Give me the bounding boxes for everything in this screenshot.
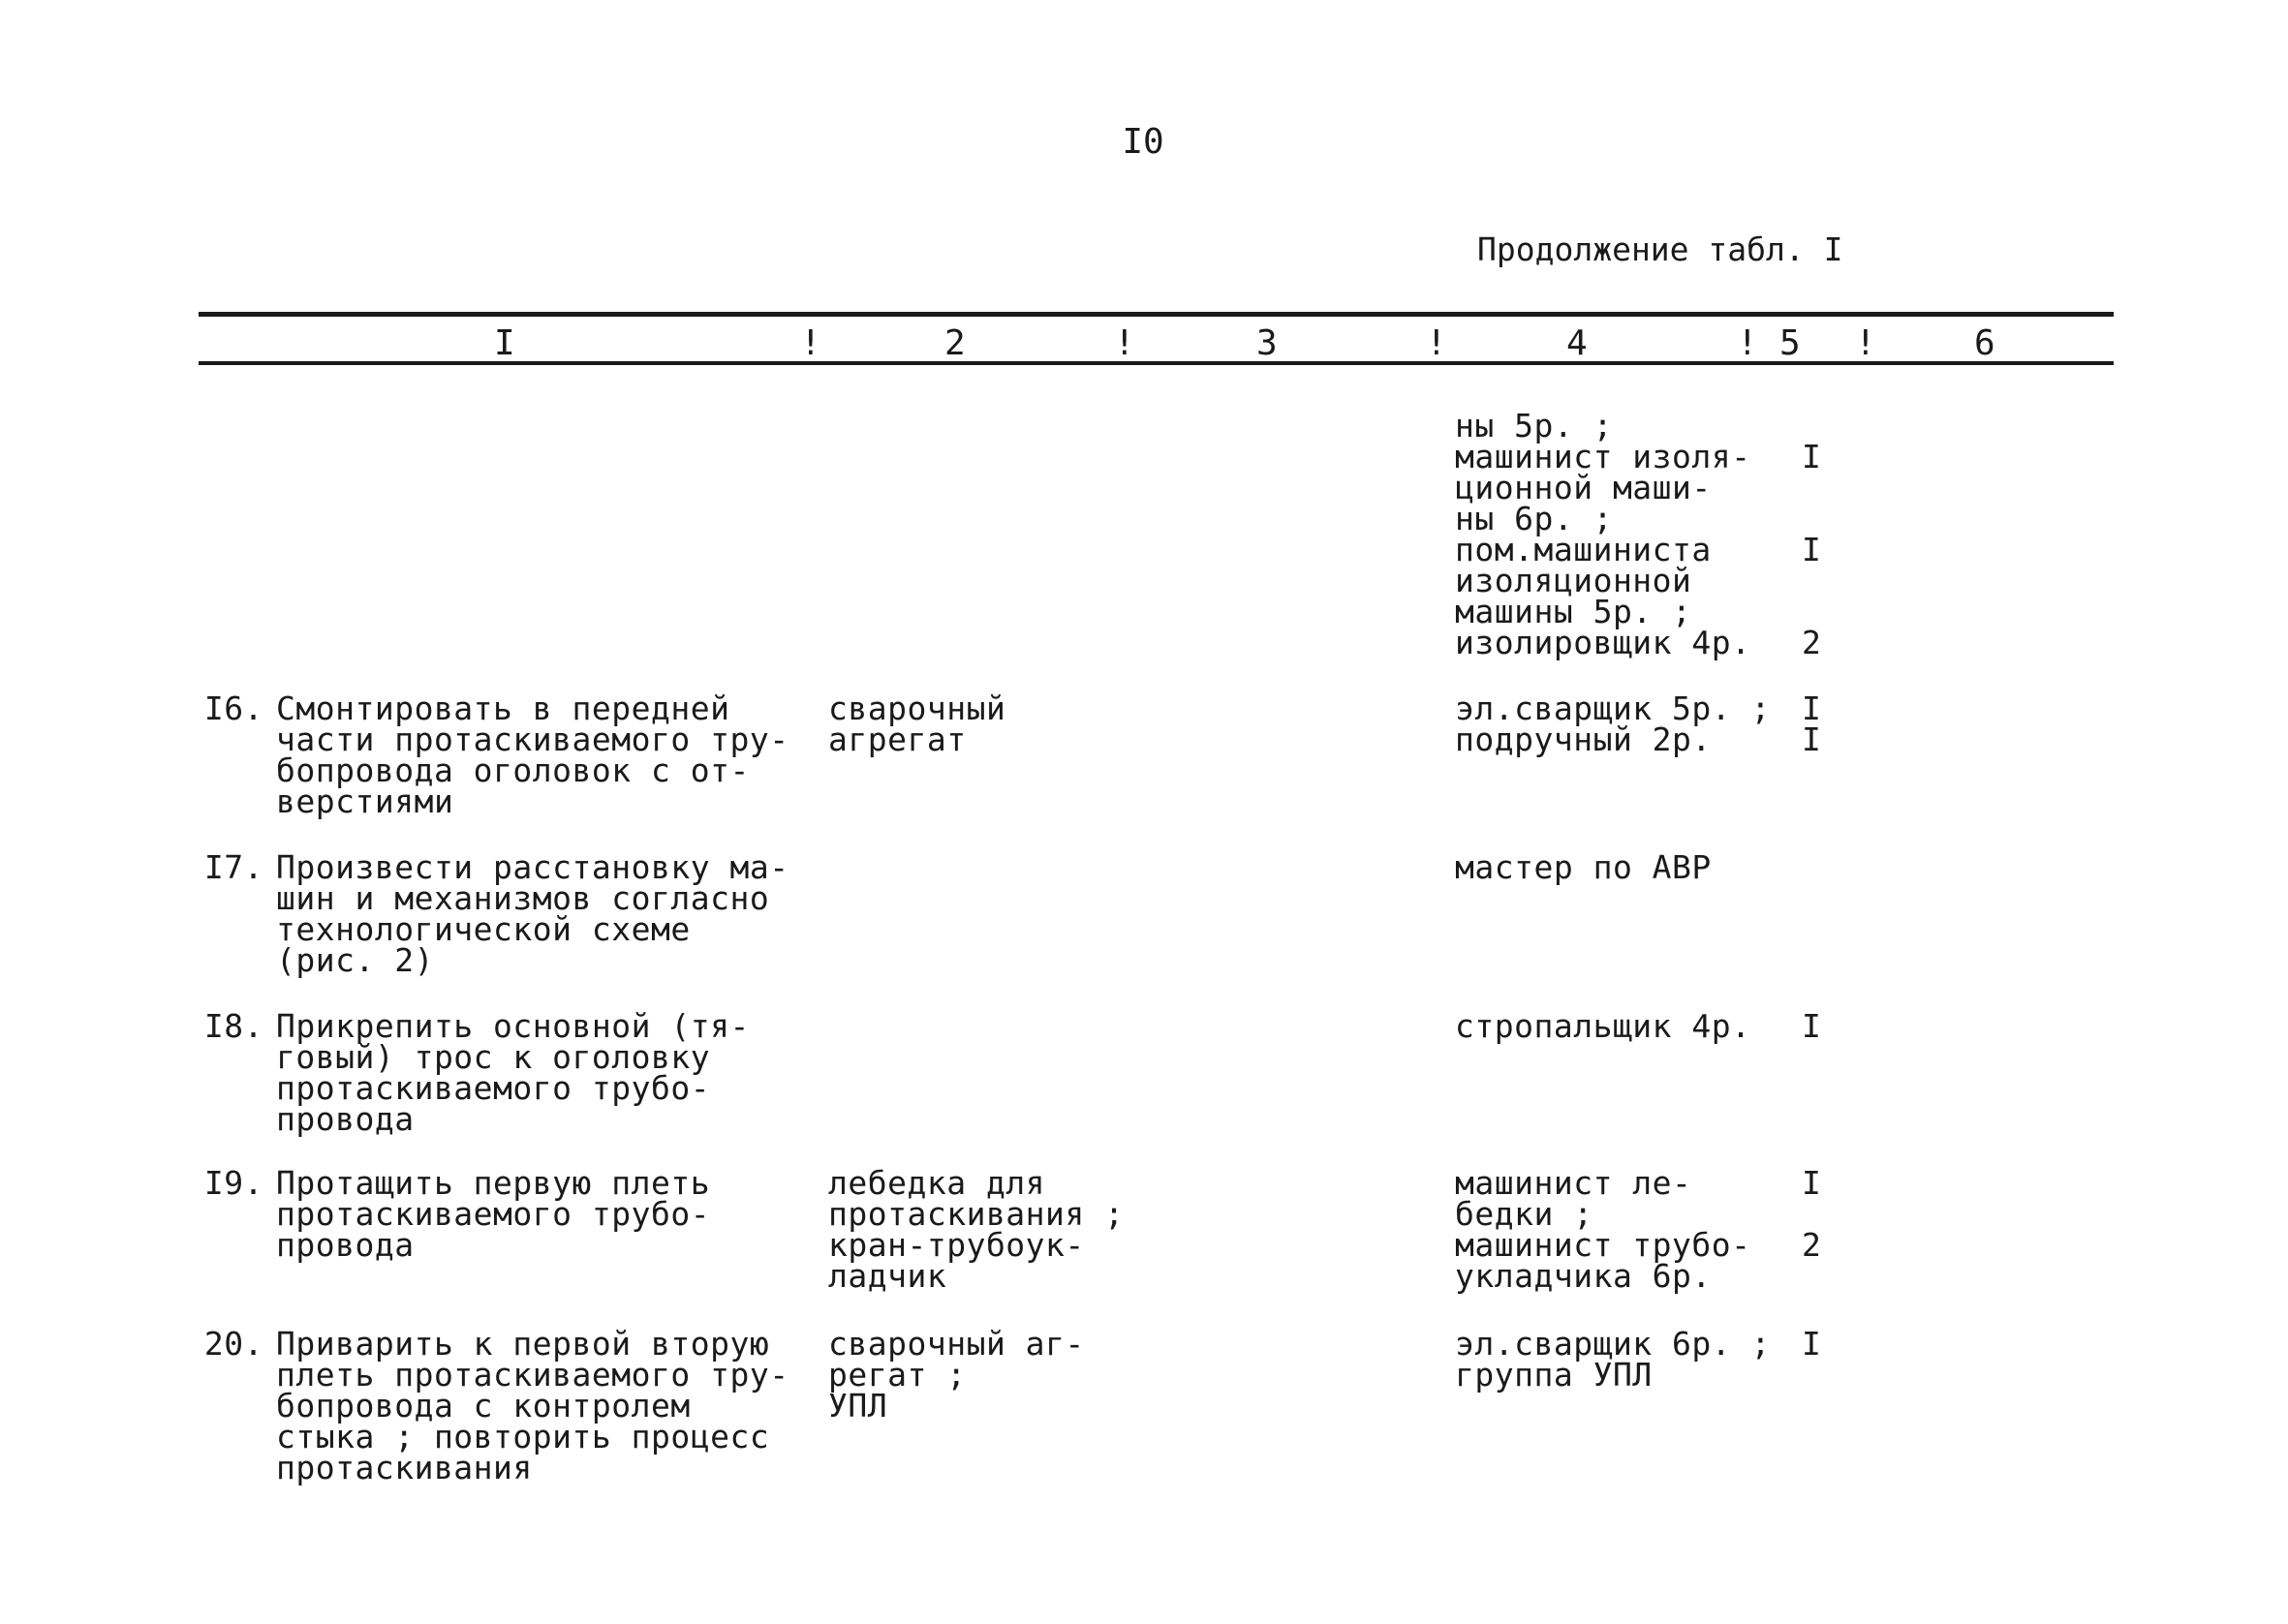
row-operation: Приварить к первой вторую плеть протаскиваемого тру- бопровода с контролем стыка ; повторить процесс протаскивания bbox=[276, 1325, 789, 1486]
row-worker-count: I I 2 bbox=[1802, 438, 1822, 661]
col-header-6: 6 bbox=[1974, 323, 1995, 363]
col-header-1: I bbox=[494, 323, 515, 363]
row-workers: стропальщик 4р. bbox=[1455, 1007, 1751, 1045]
row-worker-count: I bbox=[1802, 1007, 1822, 1045]
row-number: I7. bbox=[203, 848, 263, 886]
col-header-3: 3 bbox=[1256, 323, 1278, 363]
row-workers: эл.сварщик 6р. ; группа УПЛ bbox=[1455, 1325, 1771, 1394]
col-separator: ! bbox=[1114, 323, 1135, 363]
row-worker-count: I 2 bbox=[1802, 1164, 1822, 1264]
col-separator: ! bbox=[1426, 323, 1447, 363]
col-header-5: 5 bbox=[1779, 323, 1801, 363]
row-number: 20. bbox=[203, 1325, 263, 1363]
col-separator: ! bbox=[1855, 323, 1876, 363]
row-operation: Смонтировать в передней части протаскиваемого тру- бопровода оголовок с от- верстиями bbox=[276, 689, 789, 820]
row-equipment: сварочный агрегат bbox=[828, 689, 1006, 758]
col-separator: ! bbox=[800, 323, 821, 363]
row-number: I8. bbox=[203, 1007, 263, 1045]
table-header-rule bbox=[199, 361, 2114, 365]
col-separator: ! bbox=[1737, 323, 1758, 363]
row-workers: ны 5р. ; машинист изоля- ционной маши- ны 6р. ; пом.машиниста изоляционной машины 5р. ; изолировщик 4р. bbox=[1455, 407, 1751, 661]
col-header-2: 2 bbox=[944, 323, 966, 363]
row-number: I9. bbox=[203, 1164, 263, 1202]
row-operation: Прикрепить основной (тя- говый) трос к оголовку протаскиваемого трубо- провода bbox=[276, 1007, 750, 1138]
page-number: I0 bbox=[1122, 122, 1164, 162]
row-operation: Протащить первую плеть протаскиваемого трубо- провода bbox=[276, 1164, 711, 1264]
row-equipment: сварочный аг- регат ; УПЛ bbox=[828, 1325, 1085, 1425]
row-workers: эл.сварщик 5р. ; подручный 2р. bbox=[1455, 689, 1771, 758]
row-worker-count: I I bbox=[1802, 689, 1822, 758]
continuation-label: Продолжение табл. I bbox=[1477, 230, 1843, 268]
row-equipment: лебедка для протаскивания ; кран-трубоук- ладчик bbox=[828, 1164, 1125, 1295]
row-operation: Произвести расстановку ма- шин и механизмов согласно технологической схеме (рис. 2) bbox=[276, 848, 789, 979]
row-workers: машинист ле- бедки ; машинист трубо- укладчика 6р. bbox=[1455, 1164, 1751, 1295]
table-top-rule bbox=[199, 312, 2114, 317]
col-header-4: 4 bbox=[1566, 323, 1588, 363]
row-worker-count: I bbox=[1802, 1325, 1822, 1363]
row-number: I6. bbox=[203, 689, 263, 727]
row-workers: мастер по АВР bbox=[1455, 848, 1712, 886]
